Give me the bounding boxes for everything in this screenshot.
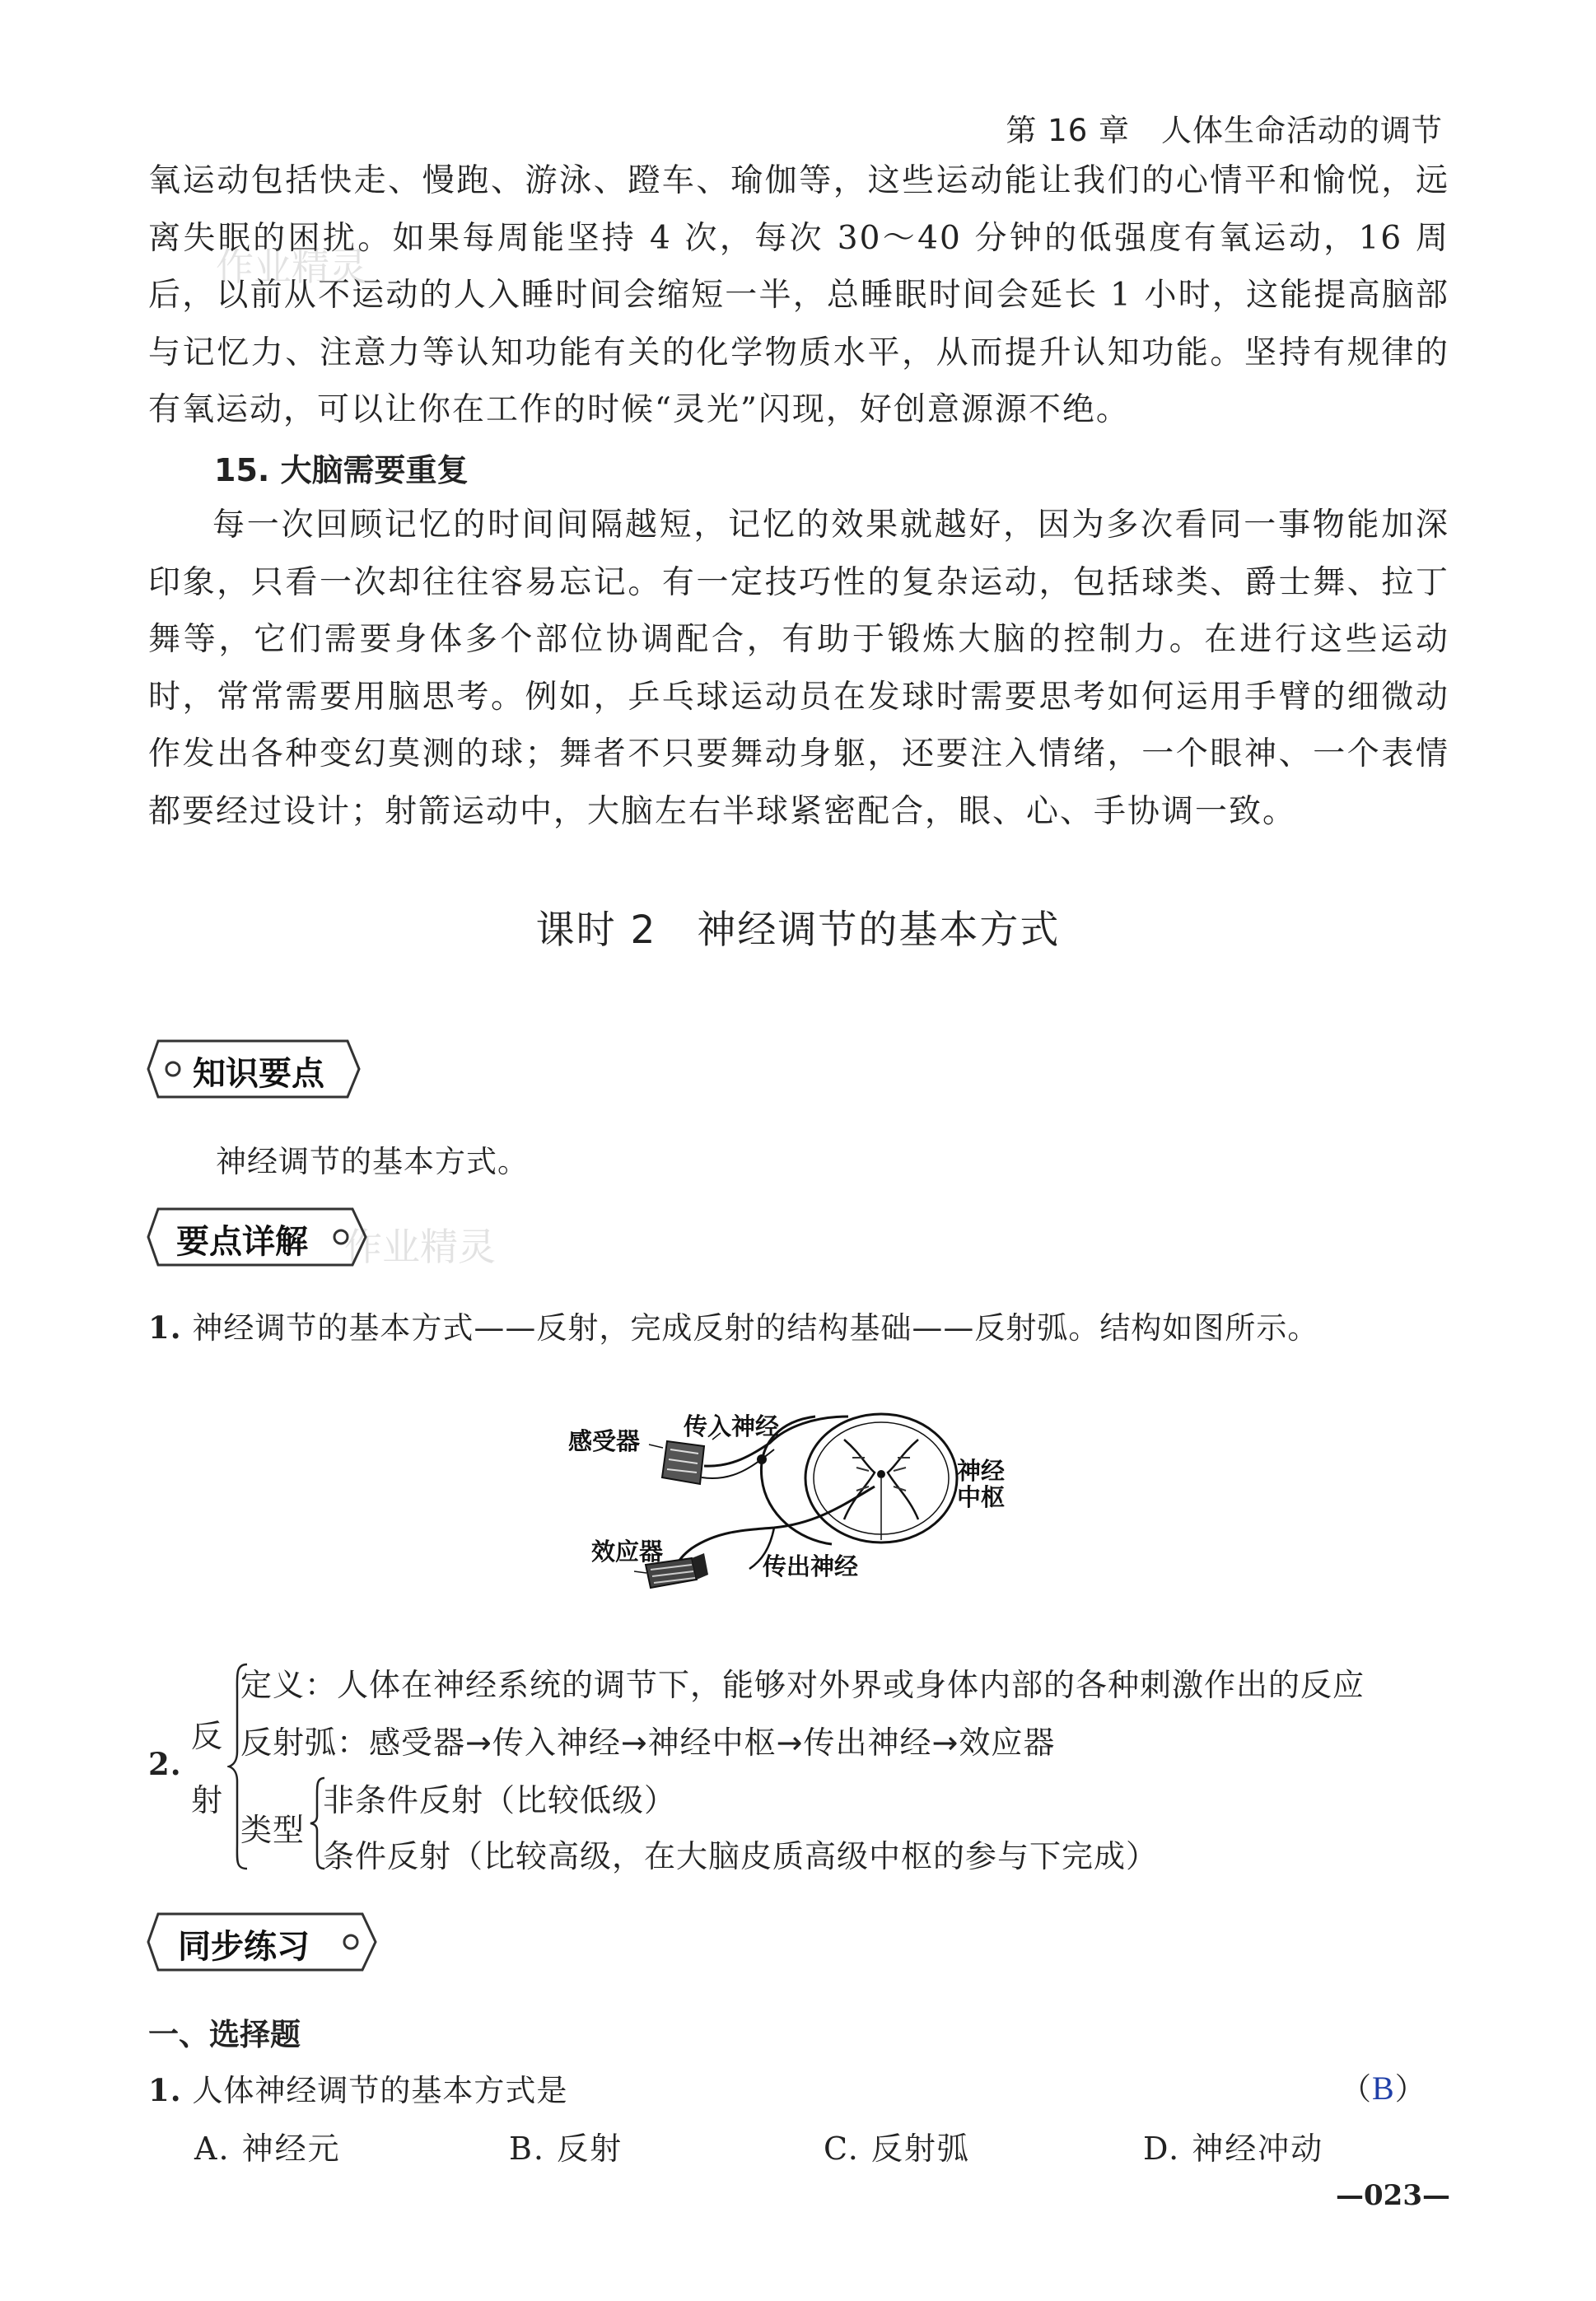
answer-paren-open: （ (1341, 2071, 1372, 2107)
reflex-type-2: 条件反射（比较高级，在大脑皮质高级中枢的参与下完成） (323, 1838, 1159, 1874)
reflex-char-2: 射 (191, 1782, 224, 1818)
reflex-char-1: 反 (191, 1718, 224, 1754)
practice-tag-label: 同步练习 (178, 1928, 310, 1966)
answer-value: B (1372, 2070, 1395, 2107)
tip-heading: 15. 大脑需要重复 (214, 452, 469, 488)
watermark: 作业精灵 (216, 245, 367, 289)
nerve-center-label-line2: 中枢 (957, 1483, 1006, 1511)
point-1-number: 1. (148, 1309, 182, 1346)
tip-paragraph: 每一次回顾记忆的时间间隔越短，记忆的效果就越好，因为多次看同一事物能加深印象，只看一次却往往容易忘记。有一定技巧性的复杂运动，包括球类、爵士舞、拉丁舞等，它们需要身体多个部位协调配合，有助于锻炼大脑的控制力。在进行这些运动时，常常需要用脑思考。例如，乒乓球运动员在发球时需要思考如何运用手臂的细微动作发出各种变幻莫测的球；舞者不只要舞动身躯，还要注入情绪，一个眼神、一个表情都要经过设计；射箭运动中，大脑左右半球紧密配合，眼、心、手协调一致。 (148, 506, 1449, 830)
question-1-number: 1. (148, 2072, 182, 2108)
option-b[interactable]: B. 反射 (509, 2131, 623, 2167)
spinal-cord-shape (805, 1414, 957, 1543)
practice-section-tag (147, 1912, 379, 1972)
point-2-number: 2. (148, 1746, 182, 1782)
receptor-label: 感受器 (568, 1427, 641, 1455)
lesson-title: 课时 2 神经调节的基本方式 (535, 908, 1061, 953)
efferent-nerve-label: 传出神经 (763, 1552, 859, 1580)
answer-paren-close: ） (1394, 2071, 1426, 2107)
knowledge-section-tag (147, 1039, 361, 1099)
reflex-definition: 定义：人体在神经系统的调节下，能够对外界或身体内部的各种刺激作出的反应 (240, 1667, 1365, 1703)
afferent-nerve-label: 传入神经 (684, 1412, 780, 1440)
reflex-arc-sequence: 反射弧：感受器→传入神经→神经中枢→传出神经→效应器 (240, 1725, 1056, 1761)
watermark: 作业精灵 (344, 1225, 496, 1269)
receptor-shape (662, 1441, 704, 1484)
page-number: —023— (1336, 2179, 1450, 2212)
question-1-text: 人体神经调节的基本方式是 (192, 2073, 568, 2108)
section-heading: 一、选择题 (148, 2017, 301, 2052)
reflex-type-label: 类型 (240, 1812, 306, 1848)
point-2-brace-structure (148, 1659, 1433, 1874)
details-section-tag (147, 1207, 369, 1267)
knowledge-text: 神经调节的基本方式。 (216, 1144, 529, 1179)
reflex-arc-diagram (568, 1408, 1029, 1606)
option-d[interactable]: D. 神经冲动 (1143, 2131, 1324, 2167)
reflex-type-1: 非条件反射（比较低级） (323, 1782, 677, 1818)
details-tag-label: 要点详解 (176, 1223, 308, 1261)
option-c[interactable]: C. 反射弧 (824, 2131, 970, 2167)
intro-paragraph: 氧运动包括快走、慢跑、游泳、蹬车、瑜伽等，这些运动能让我们的心情平和愉悦，远离失眠的困扰。如果每周能坚持 4 次，每次 30～40 分钟的低强度有氧运动，16 周后，以前从不运动的人入睡时间会缩短一半，总睡眠时间会延长 1 小时，这能提高脑部与记忆力、注意力等认知功能有关的化学物质水平，从而提升认知功能。坚持有规律的有氧运动，可以让你在工作的时候“灵光”闪现，好创意源源不绝。 (148, 162, 1449, 428)
effector-label: 效应器 (591, 1538, 664, 1566)
answer-bracket (1341, 2064, 1426, 2108)
point-1-text: 神经调节的基本方式——反射，完成反射的结构基础——反射弧。结构如图所示。 (192, 1310, 1319, 1346)
point-1 (148, 1303, 1318, 1347)
question-1 (148, 2065, 567, 2110)
option-a[interactable]: A. 神经元 (194, 2131, 341, 2167)
chapter-header: 第 16 章 人体生命活动的调节 (1006, 113, 1443, 148)
knowledge-tag-label: 知识要点 (193, 1055, 324, 1093)
nerve-center-label-line1: 神经 (957, 1457, 1006, 1485)
